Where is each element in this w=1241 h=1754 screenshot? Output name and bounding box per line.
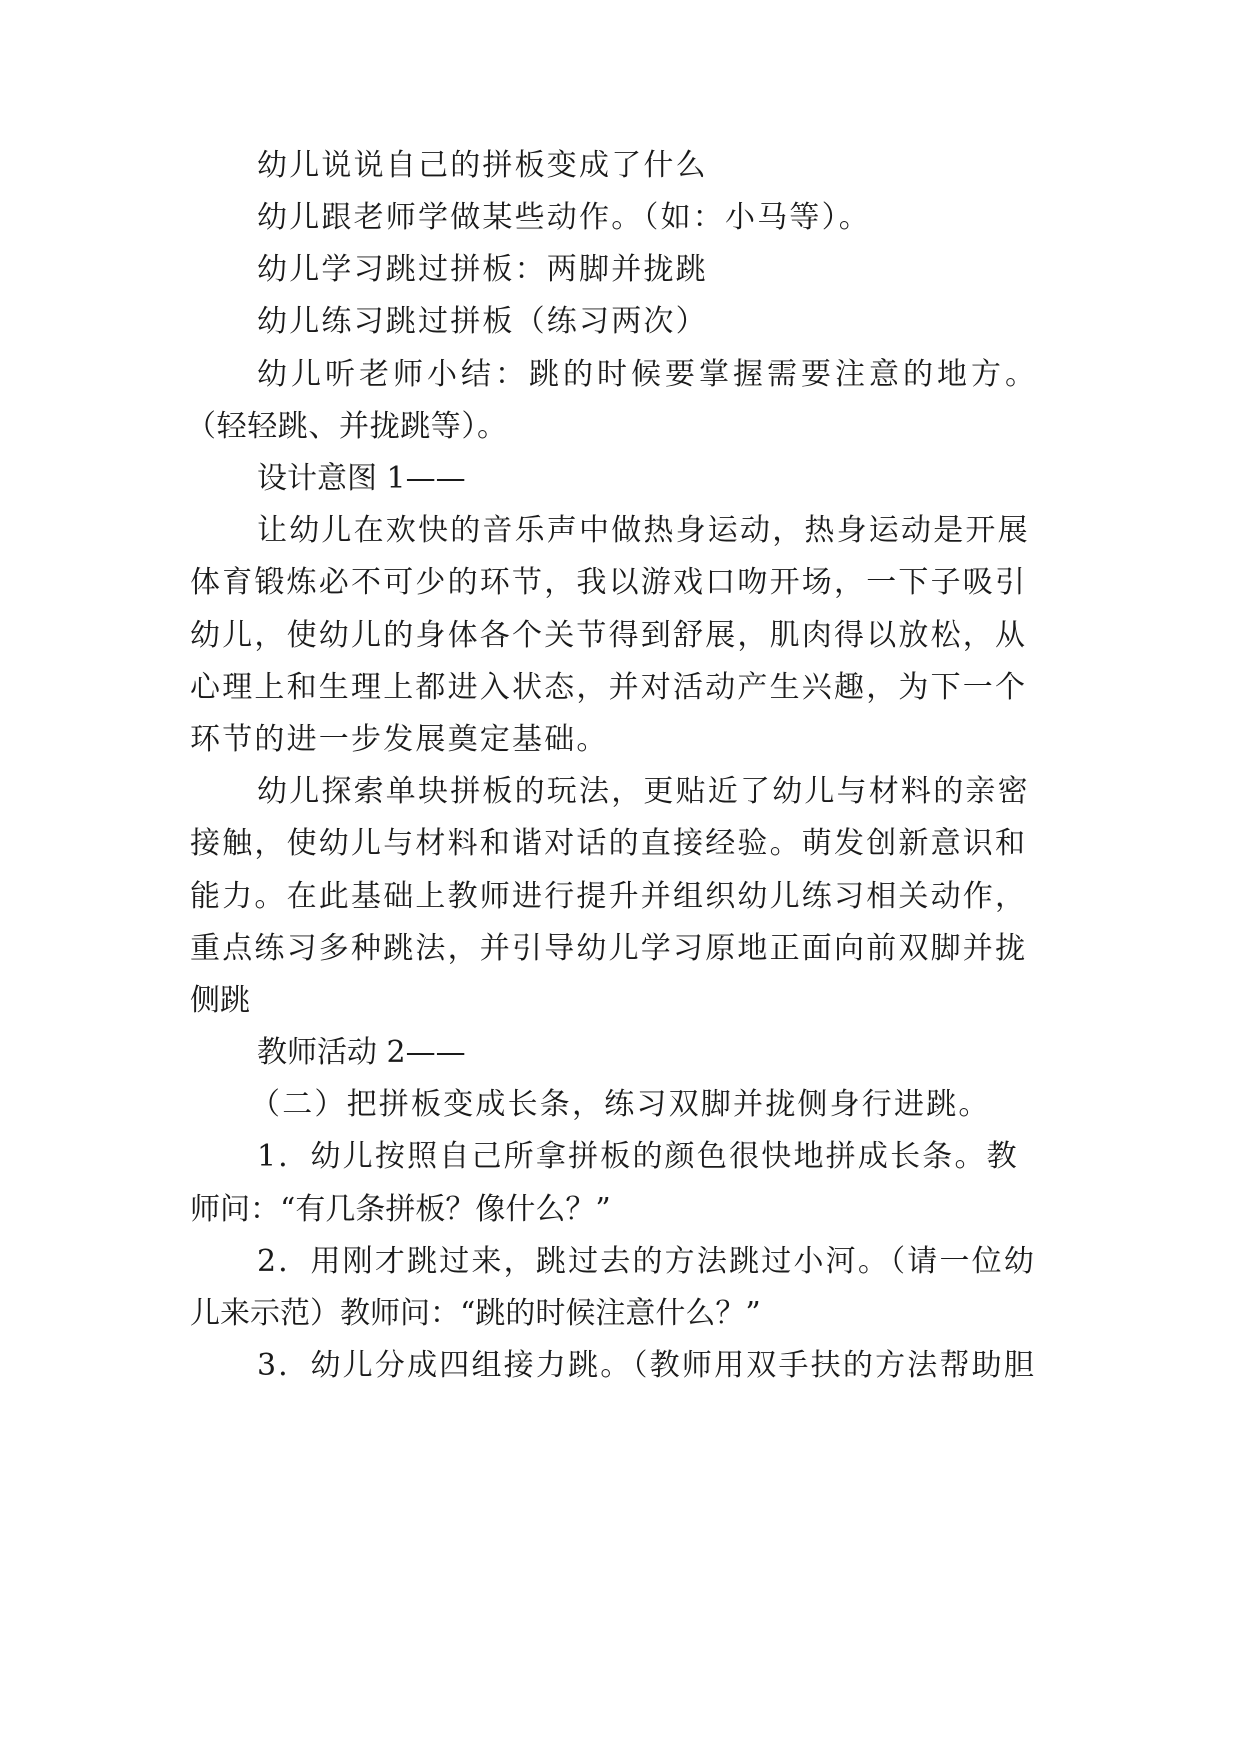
text-line: 设计意图 1—— [257, 461, 466, 496]
text-line: 幼儿说说自己的拼板变成了什么 [257, 148, 708, 183]
text-line: 1．幼儿按照自己所拿拼板的颜色很快地拼成长条。教 [257, 1139, 1019, 1174]
text-line: （二）把拼板变成长条，练习双脚并拢侧身行进跳。 [250, 1087, 991, 1122]
text-line: 幼儿，使幼儿的身体各个关节得到舒展，肌肉得以放松，从 [190, 618, 1028, 653]
text-line: 能力。在此基础上教师进行提升并组织幼儿练习相关动作， [190, 879, 1028, 914]
text-line: 心理上和生理上都进入状态，并对活动产生兴趣，为下一个 [190, 670, 1028, 705]
text-line: 幼儿练习跳过拼板（练习两次） [257, 304, 708, 339]
text-line: 幼儿听老师小结：跳的时候要掌握需要注意的地方。 [257, 357, 1039, 392]
text-line: 幼儿跟老师学做某些动作。（如：小马等）。 [257, 200, 871, 235]
text-line: 师问：“有几条拼板？像什么？” [190, 1192, 611, 1227]
text-line: 让幼儿在欢快的音乐声中做热身运动，热身运动是开展 [257, 513, 1030, 548]
text-line: （轻轻跳、并拢跳等）。 [186, 409, 508, 444]
text-line: 3．幼儿分成四组接力跳。（教师用双手扶的方法帮助胆 [257, 1348, 1037, 1383]
text-line: 幼儿学习跳过拼板：两脚并拢跳 [257, 252, 708, 287]
text-line: 幼儿探索单块拼板的玩法，更贴近了幼儿与材料的亲密 [257, 774, 1030, 809]
text-line: 侧跳 [190, 983, 250, 1018]
text-line: 体育锻炼必不可少的环节，我以游戏口吻开场，一下子吸引 [190, 565, 1028, 600]
text-line: 教师活动 2—— [257, 1035, 466, 1070]
text-line: 儿来示范）教师问：“跳的时候注意什么？” [190, 1296, 761, 1331]
text-line: 2．用刚才跳过来，跳过去的方法跳过小河。（请一位幼 [257, 1244, 1037, 1279]
text-line: 接触，使幼儿与材料和谐对话的直接经验。萌发创新意识和 [190, 826, 1028, 861]
text-line: 环节的进一步发展奠定基础。 [190, 722, 609, 757]
text-line: 重点练习多种跳法，并引导幼儿学习原地正面向前双脚并拢 [190, 931, 1028, 966]
